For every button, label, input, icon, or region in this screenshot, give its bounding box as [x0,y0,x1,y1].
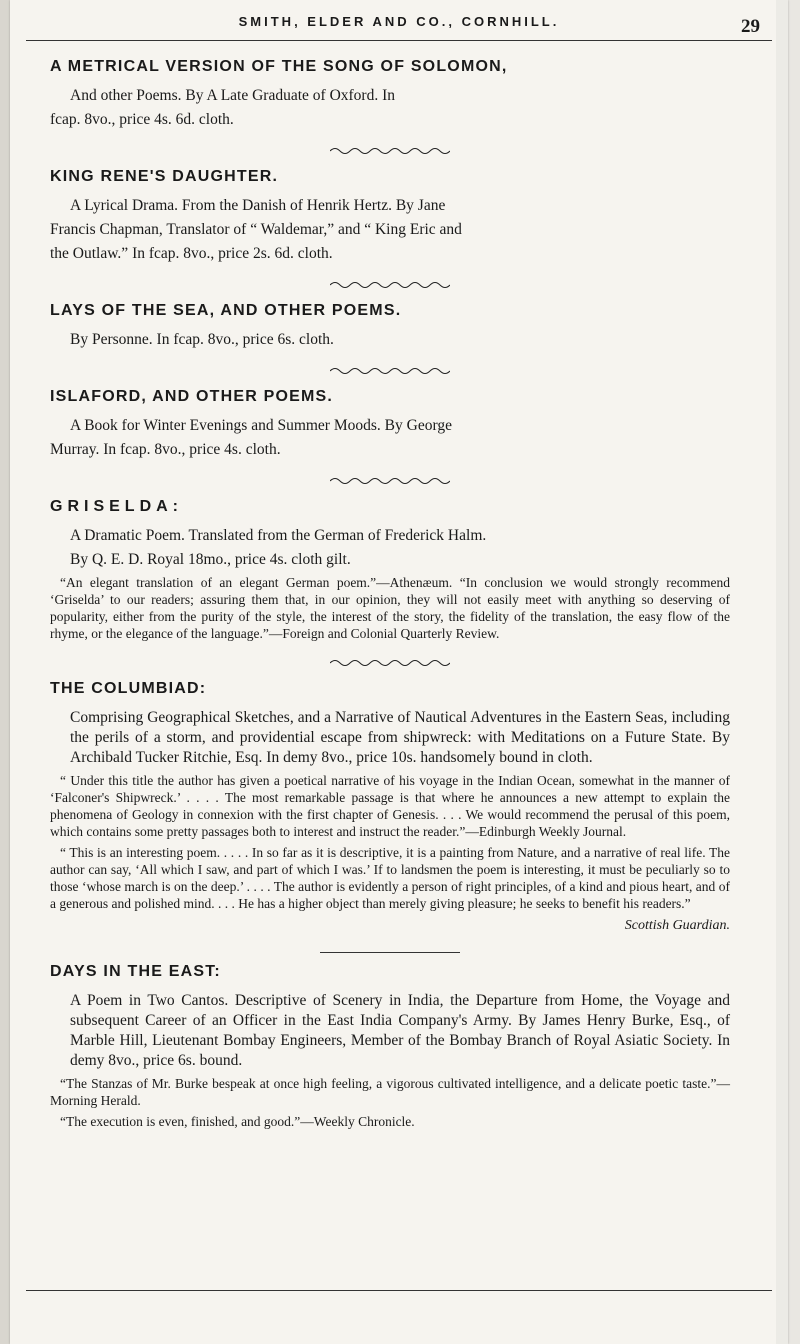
header-rule [26,40,772,41]
review-quote: “An elegant translation of an elegant German poem.”—Athenæum. “In conclusion we would strongly recommend ‘Griselda’ to our readers; assuring them that, in our opinion, they will not easily meet with anything so deserving of popularity, either from the purity of the style, the interest of the story, the fidelity of the translation, the easy flow of the rhyme, or the elegance of the language.”—Foreign and Colonial Quarterly Review. [50,575,730,641]
entry-lays-of-the-sea [50,302,730,350]
entry-text: By Personne. In fcap. 8vo., price 6s. cloth. [70,331,334,348]
ornament-divider [330,476,450,486]
short-rule [320,952,460,953]
review-quote: “ Under this title the author has given a poetical narrative of his voyage in the Indian Ocean, somewhat in the manner of ‘Falconer's Shipwreck.’ . . . . The most remarkable passage is that where he announces a new attempt to explain the phenomena of Geology in connexion with the first chapter of Genesis. . . . We would recommend the perusal of this poem, which contains some pretty passages both to interest and instruct the reader.”—Edinburgh Weekly Journal. [50,773,730,839]
entry-text: And other Poems. By A Late Graduate of Oxford. In [70,87,396,104]
entry-title: GRISELDA: [50,498,183,515]
entry-song-of-solomon [50,58,730,130]
entry-king-renes-daughter [50,168,730,264]
review-credit: Scottish Guardian. [624,918,730,933]
entry-title: THE COLUMBIAD: [50,680,207,697]
entry-text: Murray. In fcap. 8vo., price 4s. cloth. [50,441,281,458]
entry-title: A METRICAL VERSION OF THE SONG OF SOLOMON, [50,58,508,75]
entry-text: By Q. E. D. Royal 18mo., price 4s. cloth gilt. [70,551,351,568]
page-number: 29 [741,16,760,37]
ornament-divider [330,280,450,290]
entry-text: A Lyrical Drama. From the Danish of Henrik Hertz. By Jane [70,197,446,214]
entry-days-in-the-east [50,963,730,1130]
entry-griselda [50,498,730,642]
entry-title: LAYS OF THE SEA, AND OTHER POEMS. [50,302,402,319]
ornament-divider [330,146,450,156]
catalogue-listing [50,58,730,1146]
ornament-divider [330,366,450,376]
review-quote: “ This is an interesting poem. . . . . In so far as it is descriptive, it is a painting from Nature, and a narrative of real life. The author can say, ‘All which I saw, and part of which I was.’ If to landsmen the poem is interesting, it must be peculiarly so to those ‘whose march is on the deep.’ . . . . The author is evidently a person of right principles, of a kind and pious heart, and of a generous and polished mind. . . . He has a higher object than merely giving pleasure; he seeks to benefit his readers.” [50,845,730,911]
review-quote: “The execution is even, finished, and good.”—Weekly Chronicle. [60,1114,415,1129]
entry-text: A Dramatic Poem. Translated from the German of Frederick Halm. [70,527,487,544]
footer-rule [26,1290,772,1291]
page-gutter [0,0,10,1344]
entry-text: A Poem in Two Cantos. Descriptive of Scenery in India, the Departure from Home, the Voyage and subsequent Career of an Officer in the East India Company's Army. By James Henry Burke, Esq., of Marble Hill, Lieutenant Bombay Engineers, Member of the Bombay Branch of Royal Asiatic Society. In demy 8vo., price 6s. bound. [70,992,730,1069]
entry-text: fcap. 8vo., price 4s. 6d. cloth. [50,111,234,128]
entry-title: DAYS IN THE EAST: [50,963,221,980]
entry-text: A Book for Winter Evenings and Summer Moods. By George [70,417,452,434]
page-edge [776,0,788,1344]
ornament-divider [330,658,450,668]
entry-text: the Outlaw.” In fcap. 8vo., price 2s. 6d. cloth. [50,245,333,262]
entry-text: Comprising Geographical Sketches, and a Narrative of Nautical Adventures in the Eastern Seas, including the perils of a storm, and providential escape from shipwreck: with Meditations on a Future State. By Archibald Tucker Ritchie, Esq. In demy 8vo., price 10s. handsomely bound in cloth. [70,709,730,766]
entry-the-columbiad [50,680,730,936]
running-title: SMITH, ELDER AND CO., CORNHILL. [238,14,560,29]
entry-title: KING RENE'S DAUGHTER. [50,168,279,185]
review-quote: “The Stanzas of Mr. Burke bespeak at once high feeling, a vigorous cultivated intelligence, and a delicate poetic taste.”—Morning Herald. [50,1076,730,1108]
entry-islaford [50,388,730,460]
entry-text: Francis Chapman, Translator of “ Waldemar,” and “ King Eric and [50,221,462,238]
entry-title: ISLAFORD, AND OTHER POEMS. [50,388,334,405]
book-page [10,0,788,1344]
running-head [10,14,788,38]
